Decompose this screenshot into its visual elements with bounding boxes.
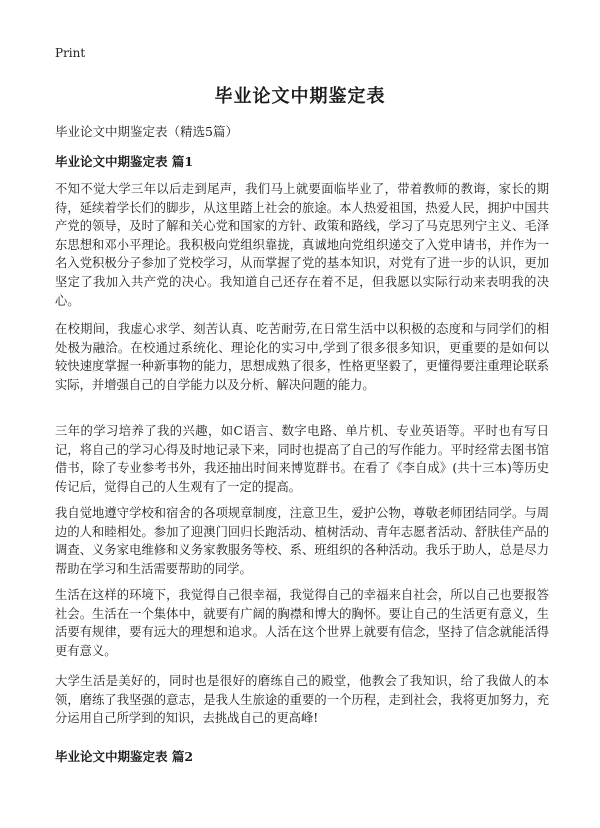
print-link[interactable]: Print	[55, 46, 86, 60]
paragraph: 三年的学习培养了我的兴趣，如C语言、数字电路、单片机、专业英语等。平时也有写日记，将自己的学习心得及时地记录下来，同时也提高了自己的写作能力。平时经常去图书馆借书，除了专业参考书外，我还抽出时间来博览群书。在看了《李自成》(共十三本)等历史传记后，觉得自己的人生观有了一定的提高。	[55, 424, 549, 494]
paragraph: 生活在这样的环境下，我觉得自己很幸福，我觉得自己的幸福来自社会，所以自己也要报答社会。生活在一个集体中，就要有广阔的胸襟和博大的胸怀。要让自己的生活更有意义，生活要有规律，要有远大的理想和追求。人活在这个世界上就要有信念，坚持了信念就能活得更有意义。	[55, 588, 549, 658]
section-heading: 毕业论文中期鉴定表 篇2	[55, 749, 194, 764]
paragraph: 我自觉地遵守学校和宿舍的各项规章制度，注意卫生，爱护公物，尊敬老师团结同学。与周边的人和睦相处。参加了迎澳门回归长跑活动、植树活动、青年志愿者活动、舒肤佳产品的调查、义务家电维修和义务家教服务等校、系、班组织的各种活动。我乐于助人，总是尽力帮助在学习和生活需要帮助的同学。	[55, 506, 549, 576]
document-subtitle: 毕业论文中期鉴定表（精选5篇）	[55, 124, 238, 139]
page-title: 毕业论文中期鉴定表	[214, 86, 386, 107]
section-heading: 毕业论文中期鉴定表 篇1	[55, 154, 194, 169]
paragraph: 不知不觉大学三年以后走到尾声，我们马上就要面临毕业了，带着教师的教诲，家长的期待，延续着学长们的脚步，从这里踏上社会的旅途。本人热爱祖国，热爱人民，拥护中国共产党的领导，及时了解和关心党和国家的方针、政策和路线，学习了马克思列宁主义、毛泽东思想和邓小平理论。我积极向党组织靠拢，真诚地向党组织递交了入党申请书，并作为一名入党积极分子参加了党校学习，从而掌握了党的基本知识，对党有了进一步的认识，更加坚定了我加入共产党的决心。我知道自己还存在着不足，但我愿以实际行动来表明我的决心。	[55, 182, 549, 308]
paragraph: 大学生活是美好的，同时也是很好的磨练自己的殿堂，他教会了我知识，给了我做人的本领，磨练了我坚强的意志，是我人生旅途的重要的一个历程，走到社会，我将更加努力，充分运用自己所学到的知识，去挑战自己的更高峰!	[55, 674, 549, 726]
paragraph: 在校期间，我虚心求学、刻苦认真、吃苦耐劳,在日常生活中以积极的态度和与同学们的相处极为融洽。在校通过系统化、理论化的实习中,学到了很多很多知识，更重要的是如何以较快速度掌握一种新事物的能力，思想成熟了很多，性格更坚毅了，更懂得要注重理论联系实际，并增强自己的自学能力以及分析、解决问题的能力。	[55, 322, 549, 392]
